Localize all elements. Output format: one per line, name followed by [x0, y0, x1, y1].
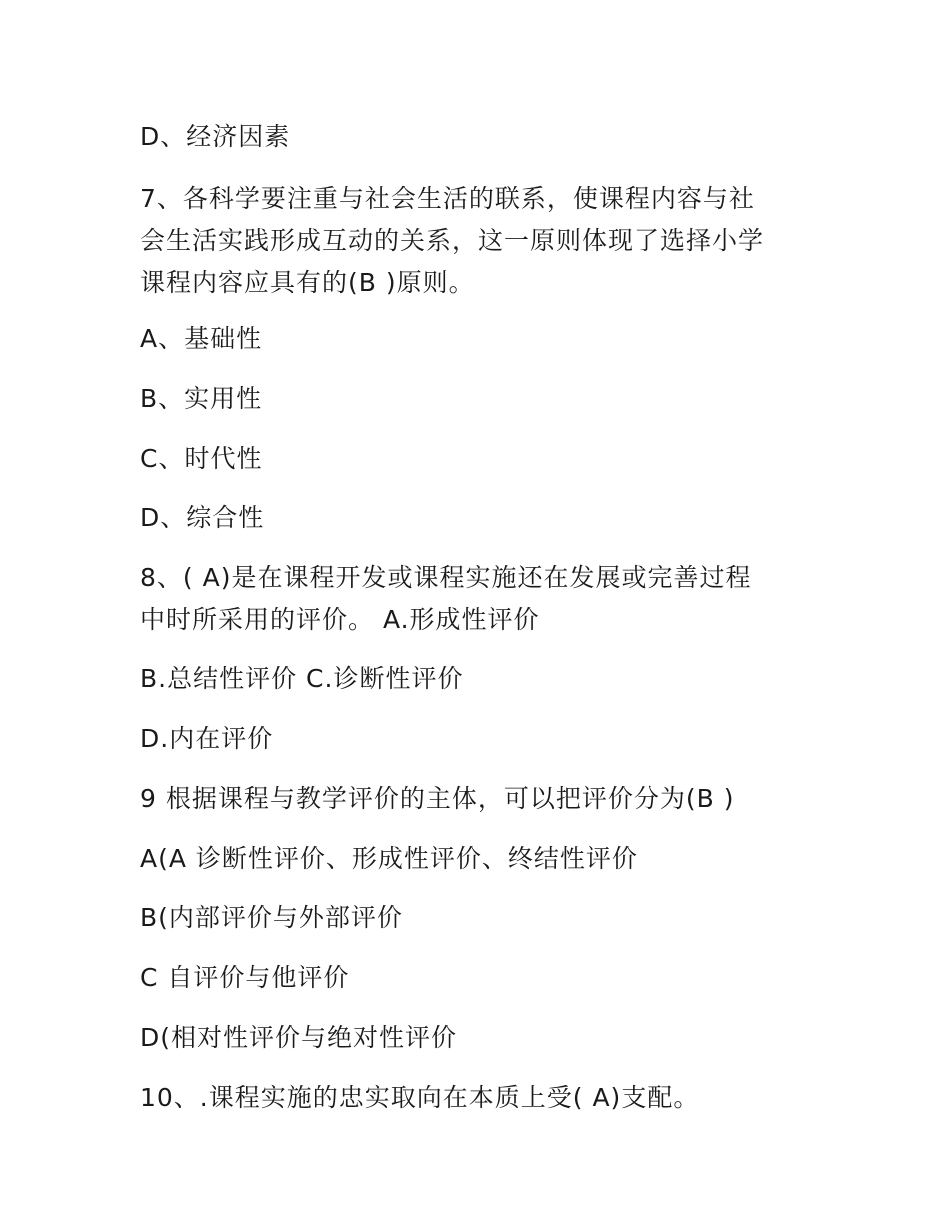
q9-option-b: B(内部评价与外部评价: [140, 903, 403, 932]
q8-option-d: D.内在评价: [140, 724, 274, 753]
question-10: 10、.课程实施的忠实取向在本质上受( A)支配。: [140, 1083, 700, 1112]
question-7-line-1: 7、各科学要注重与社会生活的联系，使课程内容与社: [140, 184, 755, 213]
question-8: [140, 557, 751, 641]
question-8-line-1: 8、( A)是在课程开发或课程实施还在发展或完善过程: [140, 563, 752, 592]
question-8-line-2: 中时所采用的评价。 A.形成性评价: [140, 605, 540, 634]
q6-option-d: D、经济因素: [140, 122, 291, 151]
q7-option-d: D、综合性: [140, 503, 265, 532]
question-9: 9 根据课程与教学评价的主体，可以把评价分为(B ): [140, 784, 735, 813]
q9-option-c: C 自评价与他评价: [140, 963, 350, 992]
question-7: [140, 178, 764, 304]
q7-option-c: C、时代性: [140, 444, 263, 473]
q9-option-d: D(相对性评价与绝对性评价: [140, 1023, 458, 1052]
question-7-line-2: 会生活实践形成互动的关系，这一原则体现了选择小学: [140, 226, 765, 255]
q9-option-a: A(A 诊断性评价、形成性评价、终结性评价: [140, 844, 638, 873]
q7-option-a: A、基础性: [140, 324, 263, 353]
question-7-line-3: 课程内容应具有的(B )原则。: [140, 268, 475, 297]
q7-option-b: B、实用性: [140, 384, 263, 413]
q8-options-b-c: B.总结性评价 C.诊断性评价: [140, 664, 464, 693]
